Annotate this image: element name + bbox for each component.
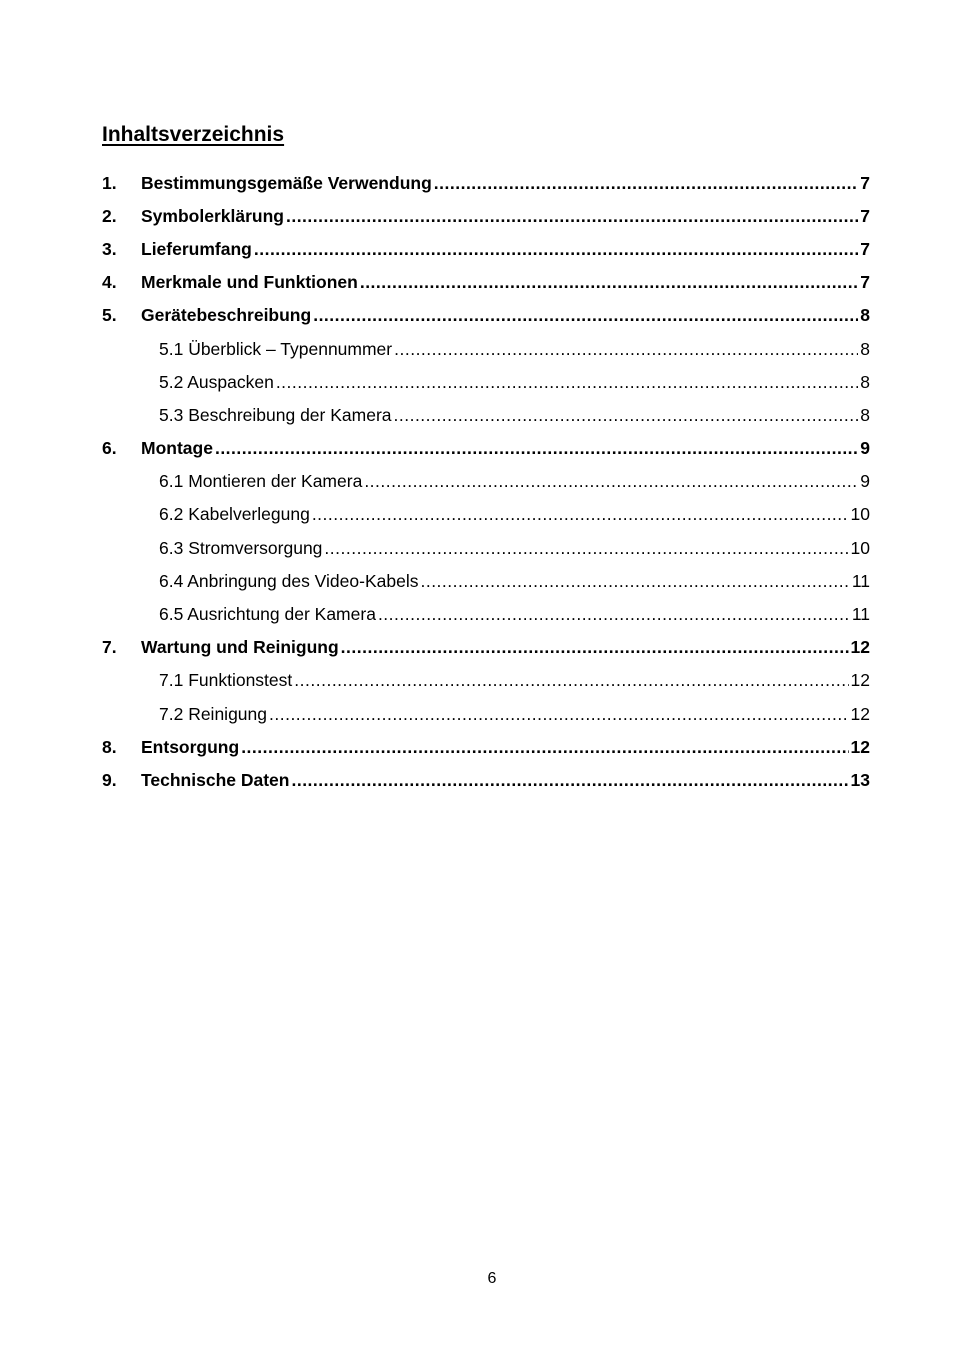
toc-entry[interactable] (102, 266, 870, 299)
dot-leader (312, 503, 849, 525)
dot-leader (269, 703, 849, 725)
toc-subentry[interactable] (102, 465, 870, 498)
toc-entry-number: 7. (102, 637, 117, 658)
toc-entry-label: Merkmale und Funktionen (141, 272, 358, 293)
toc-title: Inhaltsverzeichnis (102, 123, 285, 146)
toc-entry-number: 3. (102, 238, 117, 259)
toc-entry-page: 12 (850, 703, 870, 724)
toc-entry-label: Technische Daten (141, 769, 290, 790)
toc-entry[interactable] (102, 763, 870, 796)
toc-entry-page: 8 (860, 338, 870, 359)
toc-entry-page: 9 (860, 438, 870, 459)
toc-entry-page: 7 (860, 205, 870, 226)
toc-entry[interactable] (102, 166, 870, 199)
dot-leader (324, 537, 848, 559)
toc-entry-label: 6.4 Anbringung des Video-Kabels (159, 570, 419, 591)
toc-entry-page: 11 (851, 604, 870, 625)
toc-entry-page: 11 (851, 570, 870, 591)
toc-entry-label: Wartung und Reinigung (141, 637, 339, 658)
dot-leader (276, 371, 858, 393)
toc-entry-page: 13 (850, 769, 870, 790)
toc-entry-page: 8 (860, 371, 870, 392)
toc-entry-number: 4. (102, 272, 117, 293)
toc-subentry[interactable] (102, 332, 870, 365)
toc-entry-number: 6. (102, 438, 117, 459)
toc-entry[interactable] (102, 432, 870, 465)
toc-entry-label: Lieferumfang (141, 238, 252, 259)
toc-subentry[interactable] (102, 597, 870, 630)
toc-entry-page: 10 (850, 537, 870, 558)
toc-entry[interactable] (102, 730, 870, 763)
dot-leader (313, 304, 858, 326)
page-number: 6 (487, 1270, 497, 1287)
toc-entry-label: Montage (141, 438, 213, 459)
toc-entry-page: 7 (860, 172, 870, 193)
toc-entry-label: 7.2 Reinigung (159, 703, 267, 724)
dot-leader (378, 603, 850, 625)
toc-entry[interactable] (102, 199, 870, 232)
toc-entry[interactable] (102, 631, 870, 664)
toc-entry-label: 5.3 Beschreibung der Kamera (159, 404, 392, 425)
toc-entry-page: 12 (850, 736, 870, 757)
toc-subentry[interactable] (102, 697, 870, 730)
toc-entry-label: 6.1 Montieren der Kamera (159, 471, 363, 492)
dot-leader (254, 238, 858, 260)
toc-entry-label: Entsorgung (141, 736, 240, 757)
toc-subentry[interactable] (102, 498, 870, 531)
toc-entry-page: 10 (850, 504, 870, 525)
dot-leader (360, 271, 858, 293)
toc-subentry[interactable] (102, 531, 870, 564)
dot-leader (394, 404, 859, 426)
toc-entry-number: 9. (102, 769, 117, 790)
toc-entry-number: 8. (102, 736, 117, 757)
toc-subentry[interactable] (102, 664, 870, 697)
dot-leader (364, 470, 858, 492)
toc-entry-label: 5.1 Überblick – Typennummer (159, 338, 393, 359)
toc-entry-page: 12 (850, 637, 870, 658)
toc-entry-label: 6.5 Ausrichtung der Kamera (159, 604, 376, 625)
toc-entry-page: 7 (860, 238, 870, 259)
dot-leader (294, 669, 848, 691)
toc-entry-label: Symbolerklärung (141, 205, 284, 226)
dot-leader (394, 338, 858, 360)
toc-entry-page: 9 (860, 471, 870, 492)
dot-leader (341, 636, 849, 658)
dot-leader (434, 172, 859, 194)
toc-entry-label: 5.2 Auspacken (159, 371, 274, 392)
toc-entry[interactable] (102, 299, 870, 332)
toc-entry-label: 6.2 Kabelverlegung (159, 504, 310, 525)
toc-entry-page: 8 (860, 404, 870, 425)
toc-entry-page: 8 (860, 305, 870, 326)
toc-entry-page: 12 (850, 670, 870, 691)
toc-entry-label: 6.3 Stromversorgung (159, 537, 323, 558)
toc-entry-label: Gerätebeschreibung (141, 305, 312, 326)
dot-leader (291, 769, 848, 791)
toc-entry-number: 5. (102, 305, 117, 326)
toc-entry-label: 7.1 Funktionstest (159, 670, 293, 691)
toc-entry-page: 7 (860, 272, 870, 293)
dot-leader (215, 437, 858, 459)
dot-leader (420, 570, 849, 592)
toc-entry[interactable] (102, 232, 870, 265)
toc-entry-label: Bestimmungsgemäße Verwendung (141, 172, 432, 193)
toc-list (102, 166, 870, 797)
toc-subentry[interactable] (102, 365, 870, 398)
toc-subentry[interactable] (102, 398, 870, 431)
dot-leader (241, 736, 848, 758)
toc-subentry[interactable] (102, 564, 870, 597)
toc-entry-number: 2. (102, 205, 117, 226)
dot-leader (286, 205, 858, 227)
toc-entry-number: 1. (102, 172, 117, 193)
